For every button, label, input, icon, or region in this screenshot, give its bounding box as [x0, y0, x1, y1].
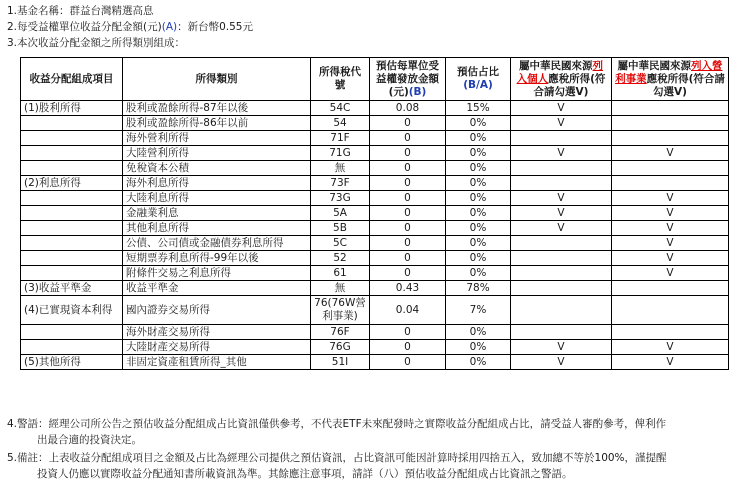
- row-tax-code: 5A: [311, 206, 370, 221]
- row-amount: 0: [370, 131, 446, 146]
- fund-name-line: 1.基金名稱：群益台灣精選高息: [7, 5, 154, 17]
- row-ratio: 0%: [446, 221, 511, 236]
- table-row: [21, 116, 729, 131]
- row-category: 國內證券交易所得: [123, 296, 311, 325]
- row-category: 海外利息所得: [123, 176, 311, 191]
- header-ratio-mark: (B/A): [463, 79, 493, 91]
- row-tax-code: 5C: [311, 236, 370, 251]
- row-individual-check: [511, 131, 612, 146]
- row-ratio: 7%: [446, 296, 511, 325]
- row-individual-check: [511, 161, 612, 176]
- row-amount: 0: [370, 191, 446, 206]
- row-category: 海外財產交易所得: [123, 325, 311, 340]
- row-ratio: 0%: [446, 146, 511, 161]
- header-individual-red: 列入個人: [516, 59, 603, 85]
- row-amount: 0: [370, 266, 446, 281]
- row-amount: 0: [370, 251, 446, 266]
- row-corporate-check: [612, 325, 729, 340]
- table-row: [21, 176, 729, 191]
- row-corporate-check: V: [612, 355, 729, 370]
- row-group: (3)收益平準金: [21, 281, 123, 296]
- header-ratio-label: 預估占比: [457, 66, 499, 78]
- header-category: 所得類別: [123, 58, 311, 101]
- row-tax-code: 71G: [311, 146, 370, 161]
- row-group: [21, 191, 123, 206]
- row-tax-code: 76(76W營利事業): [311, 296, 370, 325]
- row-ratio: 78%: [446, 281, 511, 296]
- row-corporate-check: V: [612, 266, 729, 281]
- row-group: [21, 251, 123, 266]
- row-individual-check: V: [511, 221, 612, 236]
- header-corporate-post: 應稅所得(符合請勾選V): [646, 72, 725, 98]
- row-group: [21, 236, 123, 251]
- row-individual-check: V: [511, 116, 612, 131]
- header-corporate-red: 列入營利事業: [615, 59, 723, 85]
- row-ratio: 0%: [446, 325, 511, 340]
- row-ratio: 0%: [446, 116, 511, 131]
- row-amount: 0: [370, 206, 446, 221]
- income-composition-table: [20, 57, 729, 370]
- row-group: [21, 325, 123, 340]
- warning-line-2: 出最合適的投資決定。: [37, 434, 142, 446]
- row-category: 股利或盈餘所得-86年以前: [123, 116, 311, 131]
- table-row: [21, 325, 729, 340]
- row-amount: 0.43: [370, 281, 446, 296]
- row-individual-check: V: [511, 101, 612, 116]
- row-individual-check: [511, 296, 612, 325]
- row-category: 附條件交易之利息所得: [123, 266, 311, 281]
- table-row: [21, 146, 729, 161]
- row-category: 金融業利息: [123, 206, 311, 221]
- row-ratio: 0%: [446, 355, 511, 370]
- row-tax-code: 76F: [311, 325, 370, 340]
- row-ratio: 0%: [446, 161, 511, 176]
- row-individual-check: [511, 325, 612, 340]
- row-group: [21, 131, 123, 146]
- row-category: 收益平準金: [123, 281, 311, 296]
- row-amount: 0: [370, 236, 446, 251]
- table-row: [21, 340, 729, 355]
- row-tax-code: 無: [311, 161, 370, 176]
- table-row: [21, 266, 729, 281]
- row-corporate-check: [612, 101, 729, 116]
- row-group: [21, 340, 123, 355]
- row-individual-check: V: [511, 146, 612, 161]
- row-group: [21, 161, 123, 176]
- row-category: 股利或盈餘所得-87年以後: [123, 101, 311, 116]
- row-amount: 0: [370, 221, 446, 236]
- row-individual-check: V: [511, 206, 612, 221]
- row-group: (1)股利所得: [21, 101, 123, 116]
- row-corporate-check: V: [612, 236, 729, 251]
- row-category: 大陸利息所得: [123, 191, 311, 206]
- row-category: 免稅資本公積: [123, 161, 311, 176]
- row-tax-code: 76G: [311, 340, 370, 355]
- row-individual-check: V: [511, 340, 612, 355]
- row-group: (4)已實現資本利得: [21, 296, 123, 325]
- row-amount: 0: [370, 340, 446, 355]
- row-corporate-check: [612, 116, 729, 131]
- row-amount: 0.08: [370, 101, 446, 116]
- warning-note: [7, 416, 729, 448]
- row-category: 非固定資產租賃所得_其他: [123, 355, 311, 370]
- row-amount: 0: [370, 116, 446, 131]
- distribution-amount-label: 2.每受益權單位收益分配金額(元): [7, 21, 162, 33]
- table-row: [21, 236, 729, 251]
- table-row: [21, 131, 729, 146]
- table-row: [21, 355, 729, 370]
- row-tax-code: 54C: [311, 101, 370, 116]
- row-individual-check: [511, 281, 612, 296]
- table-row: [21, 296, 729, 325]
- row-corporate-check: V: [612, 146, 729, 161]
- row-group: [21, 146, 123, 161]
- distribution-amount-value: ：新台幣0.55元: [177, 21, 253, 33]
- composition-heading: 3.本次收益分配金額之所得類別組成：: [7, 37, 186, 49]
- row-corporate-check: [612, 176, 729, 191]
- distribution-amount-line: [7, 20, 253, 34]
- row-corporate-check: V: [612, 251, 729, 266]
- header-amount-label: 預估每單位受益權發放金額(元): [376, 59, 439, 98]
- row-tax-code: 71F: [311, 131, 370, 146]
- warning-line-1: 4.警語：經理公司所公告之預估收益分配組成占比資訊僅供參考，不代表ETF未來配發時之實際收益分配組成占比，請受益人審酌參考，俾利作: [7, 418, 667, 430]
- row-ratio: 15%: [446, 101, 511, 116]
- header-individual-pre: 屬中華民國來源: [519, 59, 593, 72]
- remark-line-1: 5.備註：上表收益分配組成項目之金額及占比為經理公司提供之預估資訊，占比資訊可能因計算時採用四捨五入，致加總不等於100%，謹提醒: [7, 452, 667, 464]
- row-corporate-check: V: [612, 340, 729, 355]
- table-row: [21, 206, 729, 221]
- row-individual-check: V: [511, 191, 612, 206]
- row-amount: 0: [370, 176, 446, 191]
- header-tax-code: 所得稅代號: [311, 58, 370, 101]
- row-ratio: 0%: [446, 191, 511, 206]
- row-corporate-check: V: [612, 221, 729, 236]
- row-group: (5)其他所得: [21, 355, 123, 370]
- row-tax-code: 52: [311, 251, 370, 266]
- row-tax-code: 51I: [311, 355, 370, 370]
- row-category: 短期票券利息所得-99年以後: [123, 251, 311, 266]
- header-corporate: [612, 58, 729, 101]
- row-ratio: 0%: [446, 266, 511, 281]
- row-group: [21, 116, 123, 131]
- row-amount: 0: [370, 355, 446, 370]
- row-corporate-check: [612, 281, 729, 296]
- table-row: [21, 281, 729, 296]
- row-corporate-check: V: [612, 206, 729, 221]
- table-row: [21, 101, 729, 116]
- table-row: [21, 251, 729, 266]
- row-corporate-check: V: [612, 191, 729, 206]
- row-category: 大陸財產交易所得: [123, 340, 311, 355]
- remark-line-2: 投資人仍應以實際收益分配通知書所載資訊為準。其餘應注意事項，請詳（八）預估收益分配組成占比資訊之警語。: [37, 468, 573, 480]
- row-category: 海外營利所得: [123, 131, 311, 146]
- row-ratio: 0%: [446, 251, 511, 266]
- header-individual: [511, 58, 612, 101]
- row-corporate-check: [612, 131, 729, 146]
- row-tax-code: 61: [311, 266, 370, 281]
- row-category: 其他利息所得: [123, 221, 311, 236]
- header-amount-mark: (B): [408, 85, 427, 98]
- row-tax-code: 5B: [311, 221, 370, 236]
- row-category: 大陸營利所得: [123, 146, 311, 161]
- distribution-amount-mark: (A): [161, 21, 178, 33]
- header-ratio: [446, 58, 511, 101]
- row-group: (2)利息所得: [21, 176, 123, 191]
- row-group: [21, 221, 123, 236]
- row-individual-check: [511, 176, 612, 191]
- remark-note: [7, 450, 729, 482]
- row-individual-check: [511, 251, 612, 266]
- table-row: [21, 221, 729, 236]
- row-ratio: 0%: [446, 340, 511, 355]
- row-group: [21, 206, 123, 221]
- row-amount: 0: [370, 161, 446, 176]
- header-corporate-pre: 屬中華民國來源: [617, 59, 691, 72]
- row-ratio: 0%: [446, 131, 511, 146]
- row-corporate-check: [612, 161, 729, 176]
- row-individual-check: [511, 266, 612, 281]
- row-corporate-check: [612, 296, 729, 325]
- table-header-row: [21, 58, 729, 101]
- row-amount: 0.04: [370, 296, 446, 325]
- row-ratio: 0%: [446, 206, 511, 221]
- table-row: [21, 191, 729, 206]
- row-amount: 0: [370, 146, 446, 161]
- row-group: [21, 266, 123, 281]
- row-tax-code: 無: [311, 281, 370, 296]
- header-amount: [370, 58, 446, 101]
- row-ratio: 0%: [446, 236, 511, 251]
- header-component: 收益分配組成項目: [21, 58, 123, 101]
- row-individual-check: V: [511, 355, 612, 370]
- row-tax-code: 73F: [311, 176, 370, 191]
- row-tax-code: 54: [311, 116, 370, 131]
- table-row: [21, 161, 729, 176]
- row-category: 公債、公司債或金融債券利息所得: [123, 236, 311, 251]
- row-amount: 0: [370, 325, 446, 340]
- row-individual-check: [511, 236, 612, 251]
- row-tax-code: 73G: [311, 191, 370, 206]
- row-ratio: 0%: [446, 176, 511, 191]
- header-individual-post: 應稅所得(符合請勾選V): [533, 72, 606, 98]
